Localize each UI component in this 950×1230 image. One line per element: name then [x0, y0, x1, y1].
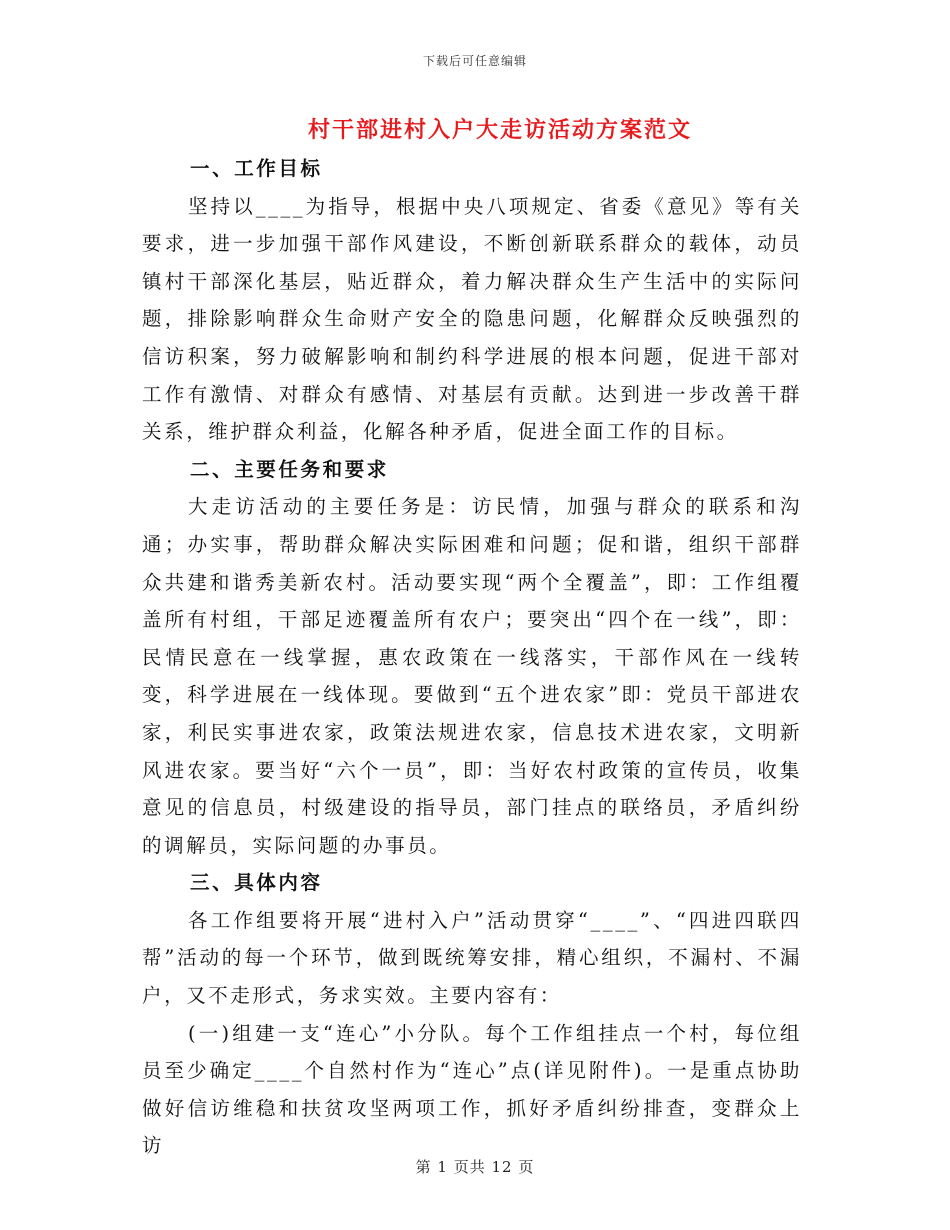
paragraph-content-intro: 各工作组要将开展“进村入户”活动贯穿“____”、“四进四联四帮”活动的每一个环节，做到既统筹安排，精心组织，不漏村、不漏户，又不走形式，务求实效。主要内容有： — [142, 908, 802, 1008]
section-heading-goals: 一、工作目标 — [190, 157, 323, 180]
page-header: 下载后可任意编辑 — [422, 54, 527, 68]
paragraph-tasks: 大走访活动的主要任务是：访民情，加强与群众的联系和沟通；办实事，帮助群众解决实际困难和问题；促和谐，组织干部群众共建和谐秀美新农村。活动要实现“两个全覆盖”，即：工作组覆盖所有村组，干部足迹覆盖所有农户；要突出“四个在一线”，即：民情民意在一线掌握，惠农政策在一线落实，干部作风在一线转变，科学进展在一线体现。要做到“五个进农家”即：党员干部进农家，利民实事进农家，政策法规进农家，信息技术进农家，文明新风进农家。要当好“六个一员”，即：当好农村政策的宣传员，收集意见的信息员，村级建设的指导员，部门挂点的联络员，矛盾纠纷的调解员，实际问题的办事员。 — [142, 495, 802, 857]
section-heading-content: 三、具体内容 — [190, 871, 323, 895]
page-footer: 第 1 页共 12 页 — [415, 1158, 535, 1176]
document-title: 村干部进村入户大走访活动方案范文 — [307, 118, 692, 143]
section-heading-tasks: 二、主要任务和要求 — [190, 457, 389, 481]
paragraph-goals: 坚持以____为指导，根据中央八项规定、省委《意见》等有关要求，进一步加强干部作风建设，不断创新联系群众的载体，动员镇村干部深化基层，贴近群众，着力解决群众生产生活中的实际问题，排除影响群众生命财产安全的隐患问题，化解群众反映强烈的信访积案，努力破解影响和制约科学进展的根本问题，促进干部对工作有激情、对群众有感情、对基层有贡献。达到进一步改善干群关系，维护群众利益，化解各种矛盾，促进全面工作的目标。 — [142, 194, 802, 444]
document-body — [142, 150, 802, 1165]
paragraph-content-item-1: (一)组建一支“连心”小分队。每个工作组挂点一个村，每位组员至少确定____个自然村作为“连心”点(详见附件)。一是重点协助做好信访维稳和扶贫攻坚两项工作，抓好矛盾纠纷排查，变群众上访 — [142, 1021, 802, 1158]
